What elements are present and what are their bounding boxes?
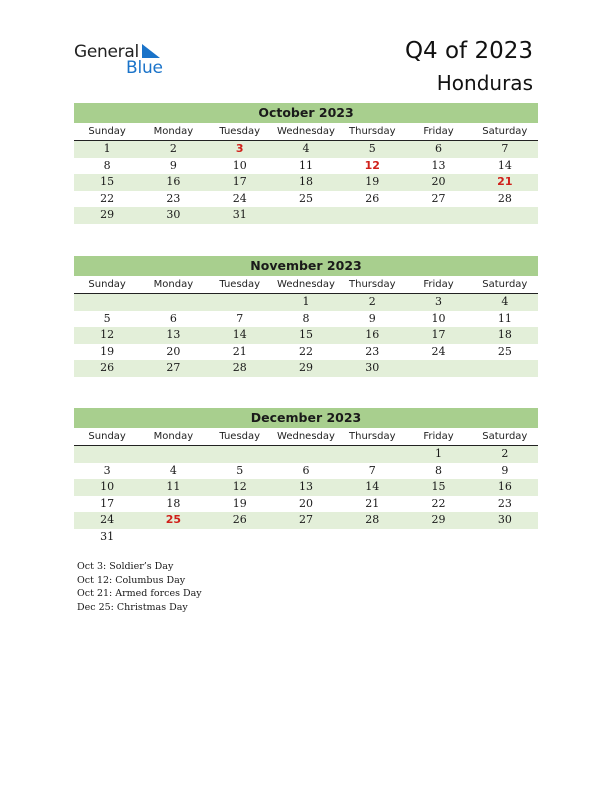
day-cell: 27 xyxy=(166,361,181,374)
day-cell: 16 xyxy=(497,480,512,493)
weekday-header-row xyxy=(74,428,538,446)
day-cell: 27 xyxy=(431,191,446,205)
day-cell: 20 xyxy=(431,175,446,188)
day-cell: 22 xyxy=(100,191,115,205)
day-cell: 12 xyxy=(364,158,380,172)
day-cell: 3 xyxy=(435,295,443,308)
day-cell xyxy=(140,446,206,463)
generalblue-logo xyxy=(74,42,174,78)
day-cell: 19 xyxy=(365,175,380,188)
day-cell: 24 xyxy=(431,344,446,358)
day-cell xyxy=(273,446,339,463)
day-cell: 9 xyxy=(501,463,509,477)
day-cell xyxy=(207,446,273,463)
day-cell: 5 xyxy=(103,311,111,325)
weekday-header-row xyxy=(74,123,538,141)
day-cell xyxy=(207,294,273,311)
day-cell: 7 xyxy=(236,311,244,325)
logo-triangle-icon xyxy=(140,44,162,60)
month-november xyxy=(74,256,538,377)
holiday-note: Oct 3: Soldier’s Day xyxy=(77,561,174,572)
day-cell xyxy=(405,529,471,546)
day-cell: 30 xyxy=(166,208,181,221)
day-cell: 27 xyxy=(298,513,313,526)
weekday-label: Sunday xyxy=(88,126,126,137)
day-cell: 30 xyxy=(497,513,512,526)
day-cell xyxy=(339,207,405,224)
day-cell: 11 xyxy=(497,311,512,325)
day-cell: 26 xyxy=(232,513,247,526)
weekday-label: Thursday xyxy=(349,279,396,290)
day-cell: 16 xyxy=(166,175,181,188)
day-cell: 18 xyxy=(166,496,181,510)
day-cell xyxy=(140,529,206,546)
holiday-notes xyxy=(77,560,202,614)
day-cell: 16 xyxy=(365,328,380,341)
day-cell xyxy=(405,207,471,224)
weekday-label: Saturday xyxy=(482,431,528,442)
page-title: Q4 of 2023 xyxy=(404,38,533,64)
day-cell: 15 xyxy=(100,175,115,188)
day-cell xyxy=(472,360,538,377)
week-row xyxy=(74,512,538,529)
day-cell: 4 xyxy=(302,142,310,155)
day-cell: 6 xyxy=(169,311,177,325)
country-name: Honduras xyxy=(436,71,533,95)
weekday-label: Tuesday xyxy=(219,126,261,137)
day-cell xyxy=(472,207,538,224)
day-cell xyxy=(405,360,471,377)
day-cell: 28 xyxy=(497,191,512,205)
day-cell: 23 xyxy=(365,344,380,358)
day-cell: 10 xyxy=(232,158,247,172)
weekday-label: Monday xyxy=(153,279,194,290)
day-cell: 23 xyxy=(166,191,181,205)
month-title: December 2023 xyxy=(74,408,538,428)
week-row xyxy=(74,174,538,191)
week-row xyxy=(74,344,538,361)
day-cell: 11 xyxy=(166,480,181,493)
day-cell: 2 xyxy=(368,295,376,308)
day-cell xyxy=(472,529,538,546)
day-cell: 29 xyxy=(100,208,115,221)
day-cell: 8 xyxy=(302,311,310,325)
day-cell: 3 xyxy=(103,463,111,477)
day-cell xyxy=(273,207,339,224)
day-cell: 14 xyxy=(497,158,512,172)
day-cell: 17 xyxy=(232,175,247,188)
week-row xyxy=(74,158,538,175)
day-cell: 17 xyxy=(100,496,115,510)
day-cell: 21 xyxy=(232,344,247,358)
day-cell: 13 xyxy=(431,158,446,172)
day-cell: 24 xyxy=(100,513,115,526)
day-cell: 14 xyxy=(232,328,247,341)
day-cell xyxy=(339,446,405,463)
day-cell: 9 xyxy=(368,311,376,325)
day-cell: 24 xyxy=(232,191,247,205)
weekday-label: Wednesday xyxy=(277,431,335,442)
week-row xyxy=(74,446,538,463)
weekday-label: Wednesday xyxy=(277,126,335,137)
weekday-label: Friday xyxy=(423,431,454,442)
day-cell: 28 xyxy=(365,513,380,526)
day-cell: 3 xyxy=(235,142,244,155)
day-cell: 2 xyxy=(501,447,509,460)
day-cell: 6 xyxy=(435,142,443,155)
day-cell: 7 xyxy=(368,463,376,477)
day-cell: 20 xyxy=(298,496,313,510)
weekday-label: Sunday xyxy=(88,279,126,290)
day-cell xyxy=(273,529,339,546)
day-cell: 23 xyxy=(497,496,512,510)
day-cell: 20 xyxy=(166,344,181,358)
month-title: October 2023 xyxy=(74,103,538,123)
day-cell: 21 xyxy=(365,496,380,510)
weekday-header-row xyxy=(74,276,538,294)
day-cell: 2 xyxy=(169,142,177,155)
weekday-label: Tuesday xyxy=(219,279,261,290)
day-cell: 12 xyxy=(100,328,115,341)
weekday-label: Saturday xyxy=(482,126,528,137)
week-row xyxy=(74,294,538,311)
day-cell: 4 xyxy=(501,295,509,308)
weekday-label: Friday xyxy=(423,126,454,137)
day-cell: 13 xyxy=(166,328,181,341)
day-cell: 19 xyxy=(100,344,115,358)
month-october xyxy=(74,103,538,224)
day-cell: 6 xyxy=(302,463,310,477)
day-cell: 7 xyxy=(501,142,509,155)
logo-general-text: General xyxy=(74,42,139,62)
day-cell: 8 xyxy=(103,158,111,172)
day-cell: 9 xyxy=(169,158,177,172)
day-cell: 22 xyxy=(298,344,313,358)
day-cell: 22 xyxy=(431,496,446,510)
day-cell: 1 xyxy=(302,295,310,308)
day-cell: 18 xyxy=(298,175,313,188)
day-cell xyxy=(207,529,273,546)
day-cell: 8 xyxy=(435,463,443,477)
day-cell: 25 xyxy=(165,513,182,526)
holiday-note: Oct 21: Armed forces Day xyxy=(77,588,202,599)
week-row xyxy=(74,327,538,344)
day-cell: 25 xyxy=(497,344,512,358)
day-cell: 30 xyxy=(365,361,380,374)
day-cell: 5 xyxy=(236,463,244,477)
week-row xyxy=(74,191,538,208)
day-cell: 25 xyxy=(298,191,313,205)
week-row xyxy=(74,311,538,328)
weekday-label: Wednesday xyxy=(277,279,335,290)
weekday-label: Monday xyxy=(153,431,194,442)
weekday-label: Friday xyxy=(423,279,454,290)
day-cell: 15 xyxy=(298,328,313,341)
week-row xyxy=(74,496,538,513)
day-cell: 14 xyxy=(365,480,380,493)
day-cell xyxy=(140,294,206,311)
day-cell: 15 xyxy=(431,480,446,493)
holiday-note: Oct 12: Columbus Day xyxy=(77,574,186,586)
day-cell: 13 xyxy=(298,480,313,493)
day-cell: 17 xyxy=(431,328,446,341)
week-row xyxy=(74,360,538,377)
logo-blue-text: Blue xyxy=(126,58,163,78)
day-cell: 31 xyxy=(232,208,247,221)
day-cell xyxy=(339,529,405,546)
month-title: November 2023 xyxy=(74,256,538,276)
weekday-label: Saturday xyxy=(482,279,528,290)
week-row xyxy=(74,141,538,158)
day-cell: 12 xyxy=(232,480,247,493)
month-december xyxy=(74,408,538,545)
day-cell: 1 xyxy=(103,142,111,155)
day-cell xyxy=(74,446,140,463)
weekday-label: Tuesday xyxy=(219,431,261,442)
week-row xyxy=(74,479,538,496)
day-cell: 26 xyxy=(365,191,380,205)
day-cell: 29 xyxy=(298,361,313,374)
day-cell: 10 xyxy=(431,311,446,325)
day-cell: 26 xyxy=(100,361,115,374)
day-cell: 11 xyxy=(298,158,313,172)
day-cell: 31 xyxy=(100,529,115,543)
weekday-label: Thursday xyxy=(349,431,396,442)
weekday-label: Monday xyxy=(153,126,194,137)
week-row xyxy=(74,529,538,546)
day-cell: 5 xyxy=(368,142,376,155)
day-cell: 19 xyxy=(232,496,247,510)
week-row xyxy=(74,463,538,480)
day-cell: 1 xyxy=(435,447,443,460)
holiday-note: Dec 25: Christmas Day xyxy=(77,601,188,613)
day-cell: 10 xyxy=(100,480,115,493)
day-cell: 21 xyxy=(497,175,513,188)
day-cell: 29 xyxy=(431,513,446,526)
weekday-label: Sunday xyxy=(88,431,126,442)
day-cell: 28 xyxy=(232,361,247,374)
day-cell: 18 xyxy=(497,328,512,341)
week-row xyxy=(74,207,538,224)
day-cell xyxy=(74,294,140,311)
day-cell: 4 xyxy=(169,463,177,477)
weekday-label: Thursday xyxy=(349,126,396,137)
